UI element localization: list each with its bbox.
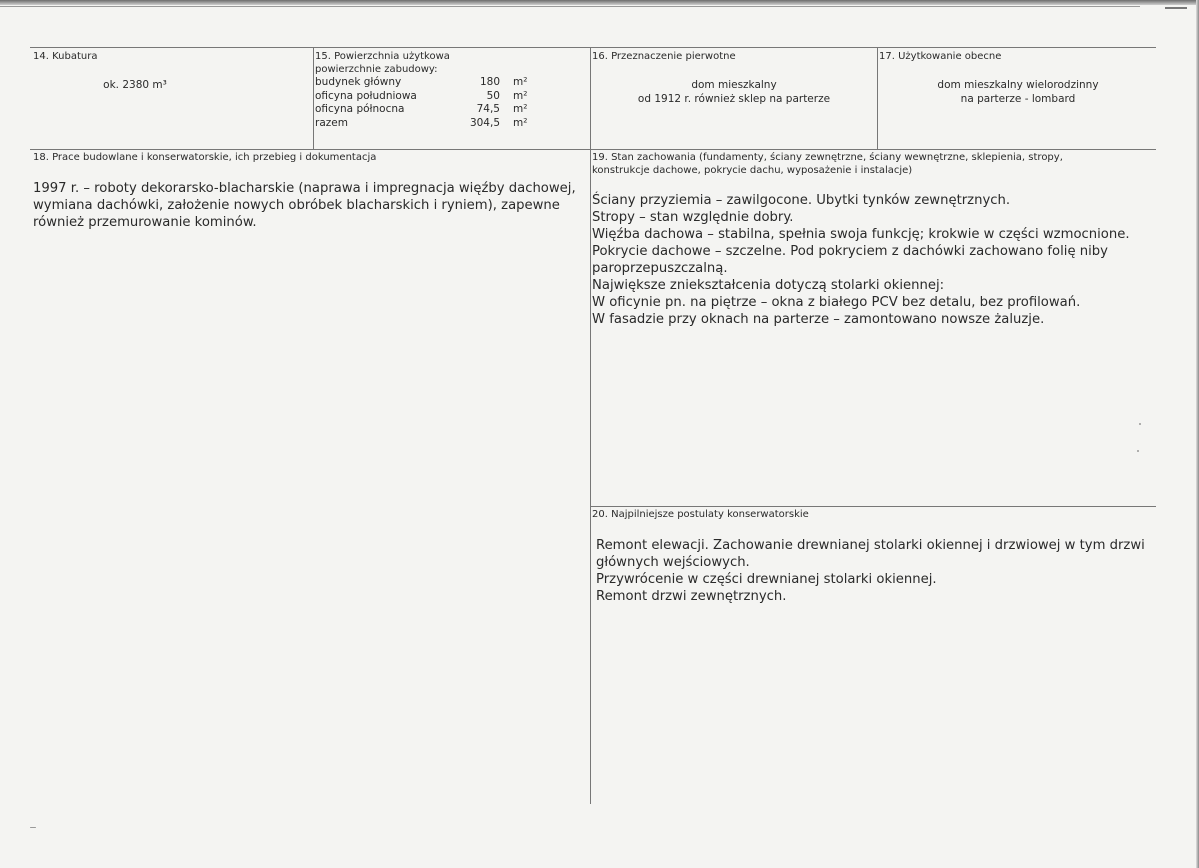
area-row-value: 304,5 — [469, 116, 500, 129]
scan-top-mark — [1165, 7, 1187, 9]
field-19-line: W fasadzie przy oknach na parterze – zamontowano nowsze żaluzje. — [592, 312, 1045, 327]
field-15-sublabel: powierzchnie zabudowy: — [315, 64, 438, 75]
field-19-text — [592, 192, 1130, 328]
field-20-text — [596, 537, 1145, 605]
area-row-name: razem — [315, 116, 348, 129]
field-19-line: Więźba dachowa – stabilna, spełnia swoja funkcję; krokwie w części wzmocnione. — [592, 227, 1130, 242]
area-row-unit: m² — [513, 89, 528, 102]
field-19-line: paroprzepuszczalną. — [592, 261, 728, 276]
field-17-value-line2: na parterze - lombard — [960, 93, 1076, 105]
field-20-label: 20. Najpilniejsze postulaty konserwatorskie — [592, 509, 809, 520]
grid-line-top — [30, 47, 1156, 48]
field-19-label: 19. Stan zachowania (fundamenty, ściany zewnętrzne, ściany wewnętrzne, sklepienia, stropy, — [592, 152, 1063, 163]
grid-line-middle — [30, 149, 1156, 150]
field-18-label: 18. Prace budowlane i konserwatorskie, ich przebieg i dokumentacja — [33, 152, 377, 163]
field-20-line: Przywrócenie w części drewnianej stolarki okiennej. — [596, 572, 937, 587]
field-14-label: 14. Kubatura — [33, 51, 98, 62]
field-18-line: wymiana dachówki, założenie nowych obróbek blacharskich i ryniem), zapewne — [33, 198, 560, 213]
area-row-value: 74,5 — [476, 103, 500, 115]
field-20-line: Remont elewacji. Zachowanie drewnianej stolarki okiennej i drzwiowej w tym drzwi — [596, 538, 1145, 553]
area-row-unit: m² — [513, 76, 528, 88]
area-row-name: budynek główny — [315, 76, 402, 88]
field-18-line: 1997 r. – roboty dekorarsko-blacharskie (naprawa i impregnacja więźby dachowej, — [33, 181, 576, 196]
scan-speck — [1137, 450, 1139, 452]
field-19-sublabel: konstrukcje dachowe, pokrycie dachu, wyposażenie i instalacje) — [592, 165, 913, 176]
scan-top-line — [0, 6, 1140, 7]
area-row-unit: m² — [513, 116, 528, 129]
grid-divider-14-15 — [313, 47, 314, 149]
field-16-value-line1: dom mieszkalny — [691, 79, 777, 91]
field-18-text — [33, 180, 576, 231]
area-row-value: 50 — [486, 89, 500, 102]
grid-line-section-20 — [590, 506, 1156, 507]
field-16-value-line2: od 1912 r. również sklep na parterze — [637, 93, 831, 105]
field-19-line: Pokrycie dachowe – szczelne. Pod pokryciem z dachówki zachowano folię niby — [592, 244, 1108, 259]
field-14-value: ok. 2380 m³ — [103, 79, 167, 91]
field-17-value-line1: dom mieszkalny wielorodzinny — [937, 79, 1099, 91]
field-19-line: Stropy – stan względnie dobry. — [592, 210, 794, 225]
field-16-label: 16. Przeznaczenie pierwotne — [592, 51, 736, 62]
field-17-label: 17. Użytkowanie obecne — [879, 51, 1002, 62]
field-18-line: również przemurowanie kominów. — [33, 215, 257, 230]
area-row-name: oficyna północna — [315, 103, 405, 115]
grid-divider-16-17 — [877, 47, 878, 149]
grid-divider-center — [590, 47, 591, 804]
field-19-line: Ściany przyziemia – zawilgocone. Ubytki tynków zewnętrznych. — [592, 193, 1011, 208]
scan-speck — [30, 827, 36, 828]
area-row-unit: m² — [513, 103, 528, 115]
field-19-line: Największe zniekształcenia dotyczą stolarki okiennej: — [592, 278, 945, 293]
scan-speck — [1139, 423, 1141, 425]
field-20-line: Remont drzwi zewnętrznych. — [596, 589, 787, 604]
field-19-line: W oficynie pn. na piętrze – okna z białego PCV bez detalu, bez profilowań. — [592, 295, 1081, 310]
area-row-name: oficyna południowa — [315, 89, 417, 102]
field-15-label: 15. Powierzchnia użytkowa — [315, 51, 450, 62]
scan-top-edge — [0, 0, 1199, 5]
field-20-line: głównych wejściowych. — [596, 555, 750, 570]
area-row-value: 180 — [479, 76, 500, 88]
